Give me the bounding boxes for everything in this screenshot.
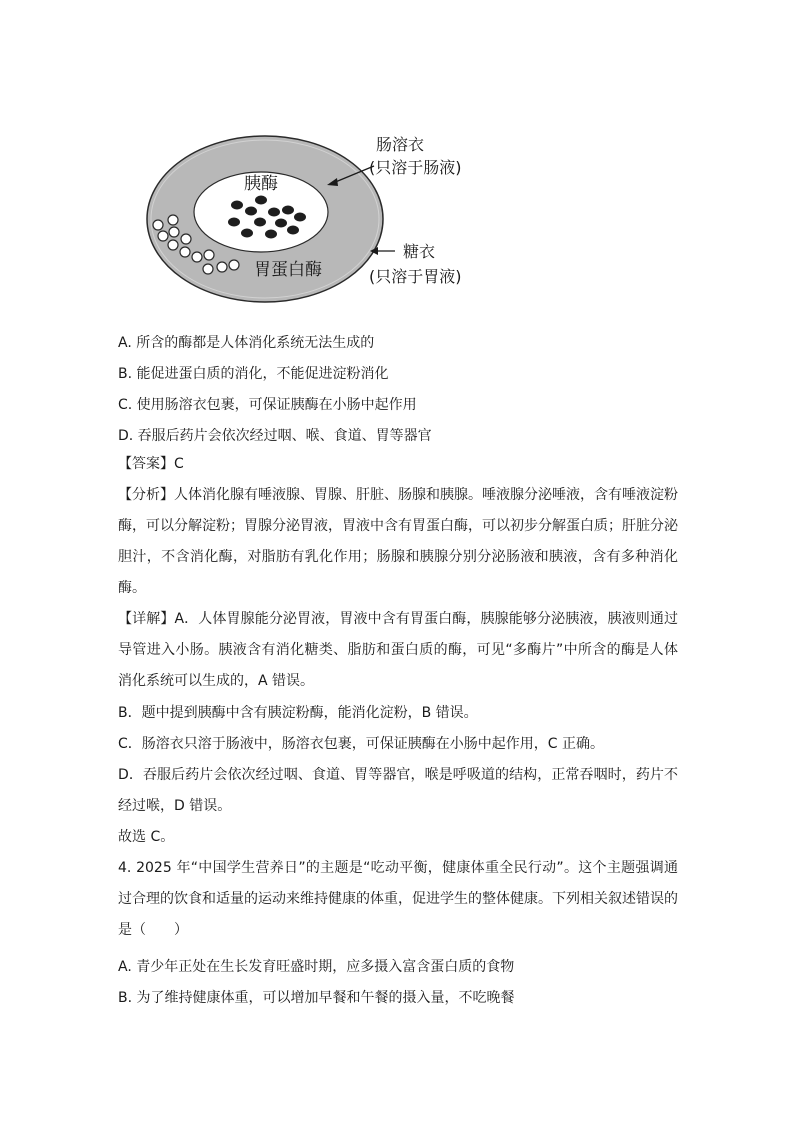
pancreatic-enzyme-label: 胰酶 (244, 174, 278, 194)
answer-line: 【答案】C (118, 456, 184, 472)
conclusion-line: 故选 C。 (118, 829, 175, 845)
q4-option-a: A. 青少年正处在生长发育旺盛时期，应多摄入富含蛋白质的食物 (118, 959, 515, 975)
enteric-coat-note: (只溶于肠液) (369, 158, 462, 177)
detail-paragraph-b: B．题中提到胰酶中含有胰淀粉酶，能消化淀粉，B 错误。 (118, 705, 478, 721)
q4-option-b: B. 为了维持健康体重，可以增加早餐和午餐的摄入量，不吃晚餐 (118, 990, 515, 1006)
pill-cross-section (140, 126, 480, 316)
question-4-stem: 4. 2025 年“中国学生营养日”的主题是“吃动平衡，健康体重全民行动”。这个主题强调通过合理的饮食和适量的运动来维持健康的体重，促进学生的整体健康。下列相关叙述错误的是（ ） (118, 860, 678, 938)
enteric-coat-label: 肠溶衣 (376, 135, 425, 154)
q3-option-d: D. 吞服后药片会依次经过咽、喉、食道、胃等器官 (118, 428, 432, 444)
sugar-coat-label: 糖衣 (403, 242, 436, 261)
detail-paragraph-d: D．吞服后药片会依次经过咽、食道、胃等器官，喉是呼吸道的结构，正常吞咽时，药片不经过喉，D 错误。 (118, 767, 678, 814)
detail-paragraph-a: 【详解】A．人体胃腺能分泌胃液，胃液中含有胃蛋白酶，胰腺能够分泌胰液，胰液则通过导管进入小肠。胰液含有消化糖类、脂肪和蛋白质的酶，可见“多酶片”中所含的酶是人体消化系统可以生成的，A 错误。 (118, 611, 678, 689)
analysis-paragraph: 【分析】人体消化腺有唾液腺、胃腺、肝脏、肠腺和胰腺。唾液腺分泌唾液，含有唾液淀粉酶，可以分解淀粉；胃腺分泌胃液，胃液中含有胃蛋白酶，可以初步分解蛋白质；肝脏分泌胆汁，不含消化酶，对脂肪有乳化作用；肠腺和胰腺分别分泌肠液和胰液，含有多种消化酶。 (118, 487, 678, 596)
detail-paragraph-c: C．肠溶衣只溶于肠液中，肠溶衣包裹，可保证胰酶在小肠中起作用，C 正确。 (118, 736, 604, 752)
sugar-coat-note: (只溶于胃液) (369, 267, 462, 286)
q3-option-b: B. 能促进蛋白质的消化，不能促进淀粉消化 (118, 366, 389, 382)
pepsin-label: 胃蛋白酶 (254, 260, 322, 280)
q3-option-a: A. 所含的酶都是人体消化系统无法生成的 (118, 335, 375, 351)
pill-diagram (140, 126, 480, 316)
q3-option-c: C. 使用肠溶衣包裹，可保证胰酶在小肠中起作用 (118, 397, 417, 413)
